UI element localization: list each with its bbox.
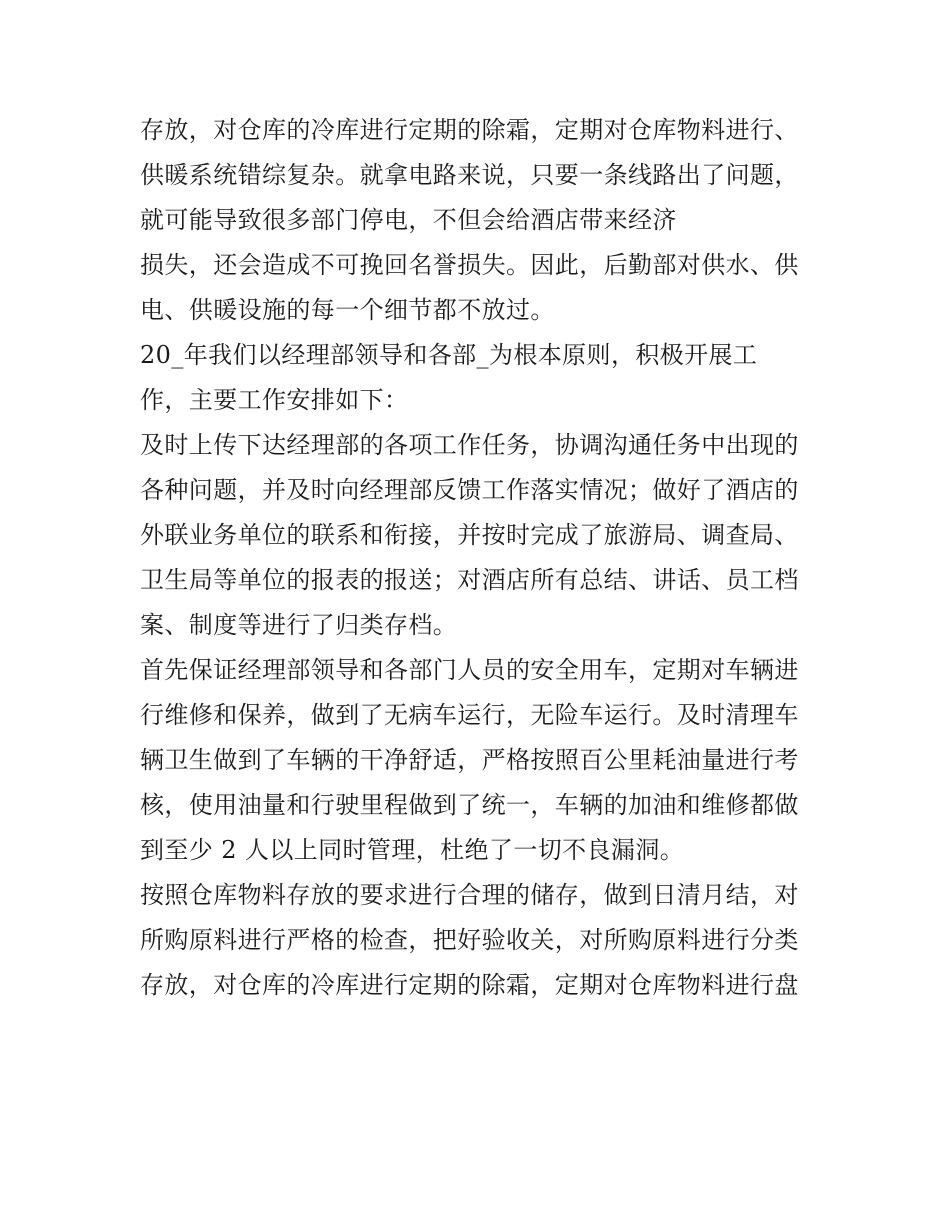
text-line: 电、供暖设施的每一个细节都不放过。 — [140, 296, 555, 324]
text-line: 所购原料进行严格的检查，把好验收关，对所购原料进行分类 — [140, 926, 799, 954]
text-line: 就可能导致很多部门停电，不但会给酒店带来经济 — [140, 206, 677, 234]
text-line: 按照仓库物料存放的要求进行合理的储存，做到日清月结，对 — [140, 881, 799, 909]
text-line: 存放，对仓库的冷库进行定期的除霜，定期对仓库物料进行、 — [140, 116, 799, 144]
text-line: 供暖系统错综复杂。就拿电路来说，只要一条线路出了问题， — [140, 161, 799, 189]
text-line: 作，主要工作安排如下： — [140, 386, 409, 414]
text-line: 存放，对仓库的冷库进行定期的除霜，定期对仓库物料进行盘 — [140, 971, 799, 999]
text-line: 到至少 2 人以上同时管理，杜绝了一切不良漏洞。 — [140, 836, 685, 864]
text-line: 案、制度等进行了归类存档。 — [140, 611, 458, 639]
text-line: 卫生局等单位的报表的报送；对酒店所有总结、讲话、员工档 — [140, 566, 799, 594]
text-line: 及时上传下达经理部的各项工作任务，协调沟通任务中出现的 — [140, 431, 799, 459]
text-line: 各种问题，并及时向经理部反馈工作落实情况；做好了酒店的 — [140, 476, 799, 504]
text-line: 损失，还会造成不可挽回名誉损失。因此，后勤部对供水、供 — [140, 251, 799, 279]
document-body — [140, 108, 830, 1008]
text-line: 20_年我们以经理部领导和各部_为根本原则，积极开展工 — [140, 341, 758, 369]
text-line: 首先保证经理部领导和各部门人员的安全用车，定期对车辆进 — [140, 656, 799, 684]
text-line: 行维修和保养，做到了无病车运行，无险车运行。及时清理车 — [140, 701, 799, 729]
text-line: 核，使用油量和行驶里程做到了统一，车辆的加油和维修都做 — [140, 791, 799, 819]
text-line: 辆卫生做到了车辆的干净舒适，严格按照百公里耗油量进行考 — [140, 746, 799, 774]
text-line: 外联业务单位的联系和衔接，并按时完成了旅游局、调查局、 — [140, 521, 799, 549]
